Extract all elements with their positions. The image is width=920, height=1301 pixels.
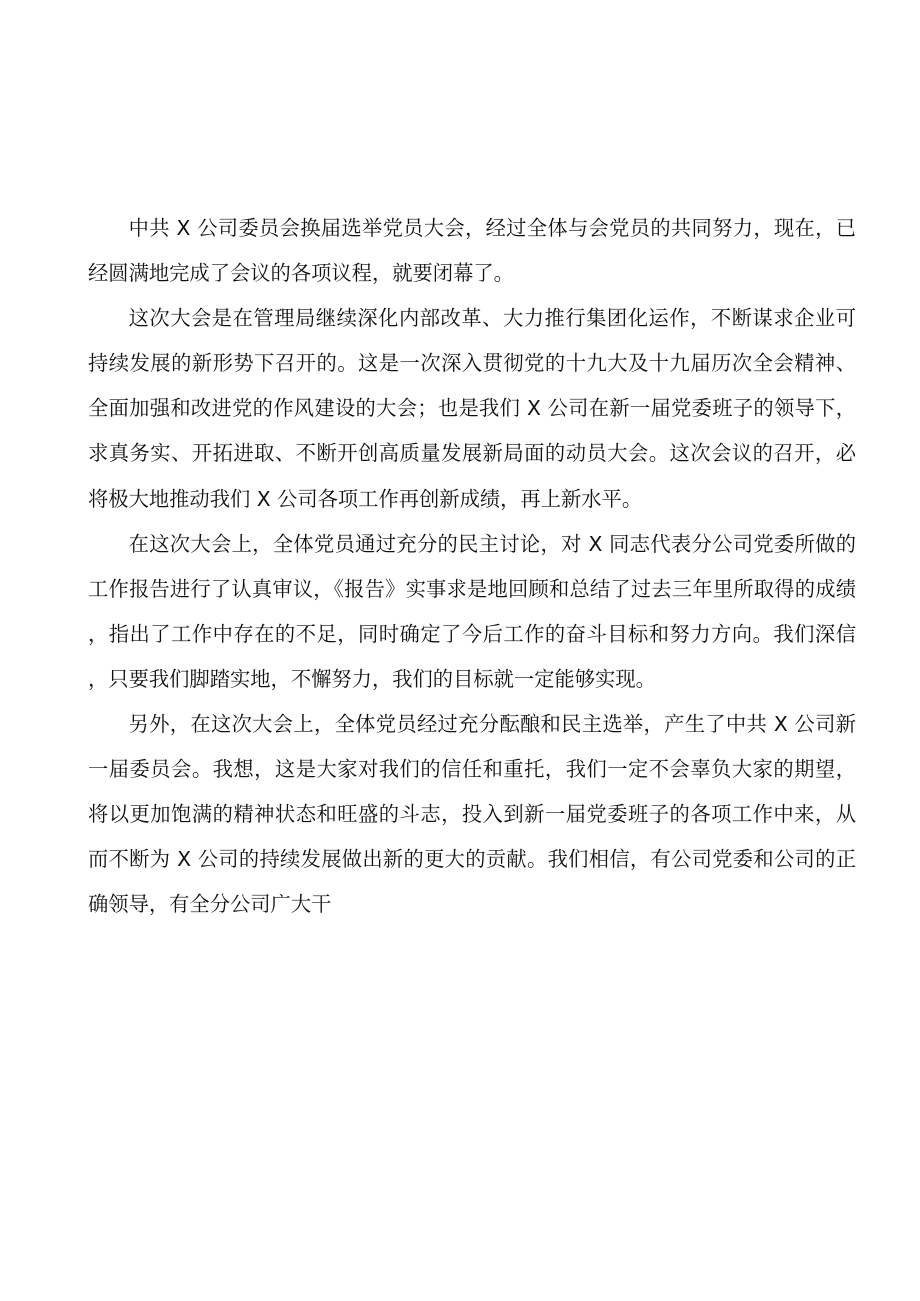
paragraph-1: 中共 X 公司委员会换届选举党员大会，经过全体与会党员的共同努力，现在，已经圆满地完成了会议的各项议程，就要闭幕了。 xyxy=(88,216,856,286)
paragraph-4: 另外，在这次大会上，全体党员经过充分酝酿和民主选举，产生了中共 X 公司新一届委员会。我想，这是大家对我们的信任和重托，我们一定不会辜负大家的期望，将以更加饱满的精神状态和旺盛的斗志，投入到新一届党委班子的各项工作中来，从而不断为 X 公司的持续发展做出新的更大的贡献。我们相信，有公司党委和公司的正确领导，有全分公司广大干 xyxy=(88,712,856,917)
paragraph-3: 在这次大会上，全体党员通过充分的民主讨论，对 X 同志代表分公司党委所做的工作报告进行了认真审议，《报告》实事求是地回顾和总结了过去三年里所取得的成绩，指出了工作中存在的不足，同时确定了今后工作的奋斗目标和努力方向。我们深信，只要我们脚踏实地，不懈努力，我们的目标就一定能够实现。 xyxy=(88,531,856,691)
document-body xyxy=(88,206,856,928)
paragraph-2: 这次大会是在管理局继续深化内部改革、大力推行集团化运作，不断谋求企业可持续发展的新形势下召开的。这是一次深入贯彻党的十九大及十九届历次全会精神、全面加强和改进党的作风建设的大会；也是我们 X 公司在新一届党委班子的领导下，求真务实、开拓进取、不断开创高质量发展新局面的动员大会。这次会议的召开，必将极大地推动我们 X 公司各项工作再创新成绩，再上新水平。 xyxy=(88,306,856,511)
